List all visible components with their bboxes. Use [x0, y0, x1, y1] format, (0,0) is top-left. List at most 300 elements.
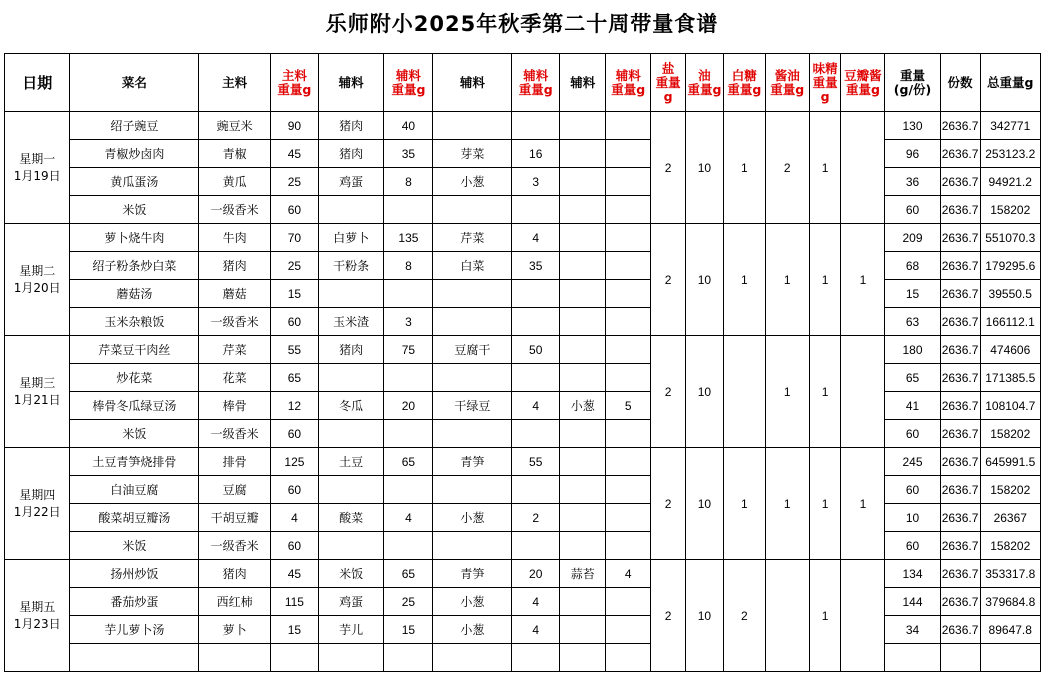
- portions: 2636.7: [940, 168, 980, 196]
- header-weight-per-portion: 重量 (g/份): [885, 54, 940, 112]
- aux1-weight: [384, 532, 433, 560]
- bean-weight: [841, 560, 885, 672]
- aux1-ingredient: 鸡蛋: [318, 588, 383, 616]
- soy-weight: [765, 560, 809, 672]
- aux1-weight: [384, 364, 433, 392]
- portions: 2636.7: [940, 280, 980, 308]
- aux2-ingredient: [433, 364, 512, 392]
- aux3-weight: [606, 336, 651, 364]
- sugar-weight: 1: [723, 112, 765, 224]
- aux3-weight: [606, 588, 651, 616]
- portions: 2636.7: [940, 588, 980, 616]
- aux2-weight: 3: [512, 168, 560, 196]
- main-weight: 70: [270, 224, 318, 252]
- aux1-weight: [384, 280, 433, 308]
- main-weight: 125: [270, 448, 318, 476]
- oil-weight: 10: [686, 448, 724, 560]
- total-weight: [980, 644, 1041, 672]
- aux1-ingredient: 酸菜: [318, 504, 383, 532]
- aux1-ingredient: [318, 364, 383, 392]
- sugar-weight: [723, 336, 765, 448]
- aux1-ingredient: 土豆: [318, 448, 383, 476]
- aux2-ingredient: [433, 308, 512, 336]
- aux3-weight: [606, 420, 651, 448]
- aux3-weight: [606, 112, 651, 140]
- portions: [940, 644, 980, 672]
- salt-weight: 2: [651, 448, 686, 560]
- aux1-weight: 8: [384, 168, 433, 196]
- total-weight: 474606: [980, 336, 1041, 364]
- table-row: [5, 392, 1041, 420]
- msg-weight: 1: [809, 224, 841, 336]
- aux3-ingredient: 蒜苔: [560, 560, 606, 588]
- header-aux1: 辅料: [318, 54, 383, 112]
- aux2-weight: [512, 420, 560, 448]
- sugar-weight: 2: [723, 560, 765, 672]
- bean-weight: 1: [841, 224, 885, 336]
- aux1-weight: 20: [384, 392, 433, 420]
- portions: 2636.7: [940, 616, 980, 644]
- portions: 2636.7: [940, 364, 980, 392]
- weight-per-portion: 144: [885, 588, 940, 616]
- dish-name: 米饭: [70, 420, 199, 448]
- main-ingredient: 牛肉: [199, 224, 271, 252]
- total-weight: 158202: [980, 532, 1041, 560]
- table-row: [5, 140, 1041, 168]
- salt-weight: 2: [651, 560, 686, 672]
- dish-name: 萝卜烧牛肉: [70, 224, 199, 252]
- msg-weight: 1: [809, 112, 841, 224]
- aux3-weight: [606, 532, 651, 560]
- aux1-ingredient: [318, 644, 383, 672]
- aux3-ingredient: [560, 168, 606, 196]
- aux2-weight: [512, 196, 560, 224]
- aux3-ingredient: [560, 616, 606, 644]
- aux1-weight: 135: [384, 224, 433, 252]
- main-ingredient: 芹菜: [199, 336, 271, 364]
- portions: 2636.7: [940, 532, 980, 560]
- day-label: 星期四 1月22日: [5, 448, 70, 560]
- aux1-weight: 40: [384, 112, 433, 140]
- main-weight: 15: [270, 280, 318, 308]
- aux3-ingredient: [560, 364, 606, 392]
- main-ingredient: 蘑菇: [199, 280, 271, 308]
- aux2-ingredient: [433, 532, 512, 560]
- main-weight: 4: [270, 504, 318, 532]
- header-msg-weight: 味精 重量g: [809, 54, 841, 112]
- weight-per-portion: 34: [885, 616, 940, 644]
- table-row: [5, 504, 1041, 532]
- main-ingredient: 排骨: [199, 448, 271, 476]
- aux2-ingredient: 小葱: [433, 616, 512, 644]
- main-weight: 60: [270, 476, 318, 504]
- aux3-weight: [606, 168, 651, 196]
- aux3-weight: [606, 504, 651, 532]
- aux2-weight: 2: [512, 504, 560, 532]
- header-aux2-weight: 辅料 重量g: [512, 54, 560, 112]
- main-ingredient: [199, 644, 271, 672]
- main-weight: 45: [270, 140, 318, 168]
- total-weight: 89647.8: [980, 616, 1041, 644]
- main-weight: 60: [270, 308, 318, 336]
- menu-body: [5, 112, 1041, 672]
- aux3-weight: [606, 364, 651, 392]
- weight-per-portion: 130: [885, 112, 940, 140]
- aux3-weight: [606, 140, 651, 168]
- aux2-ingredient: 干绿豆: [433, 392, 512, 420]
- aux3-ingredient: [560, 252, 606, 280]
- main-weight: 55: [270, 336, 318, 364]
- dish-name: 蘑菇汤: [70, 280, 199, 308]
- oil-weight: 10: [686, 560, 724, 672]
- aux2-ingredient: [433, 420, 512, 448]
- main-ingredient: 花菜: [199, 364, 271, 392]
- aux3-ingredient: [560, 420, 606, 448]
- total-weight: 253123.2: [980, 140, 1041, 168]
- total-weight: 379684.8: [980, 588, 1041, 616]
- main-ingredient: 棒骨: [199, 392, 271, 420]
- main-weight: 65: [270, 364, 318, 392]
- header-sugar-weight: 白糖 重量g: [723, 54, 765, 112]
- dish-name: 番茄炒蛋: [70, 588, 199, 616]
- dish-name: 芹菜豆干肉丝: [70, 336, 199, 364]
- aux2-ingredient: 青笋: [433, 560, 512, 588]
- aux2-weight: [512, 364, 560, 392]
- main-ingredient: 豌豆米: [199, 112, 271, 140]
- portions: 2636.7: [940, 448, 980, 476]
- aux1-ingredient: 猪肉: [318, 336, 383, 364]
- dish-name: 米饭: [70, 532, 199, 560]
- weight-per-portion: 209: [885, 224, 940, 252]
- day-label: 星期一 1月19日: [5, 112, 70, 224]
- aux3-ingredient: 小葱: [560, 392, 606, 420]
- aux1-ingredient: 猪肉: [318, 140, 383, 168]
- weight-per-portion: 41: [885, 392, 940, 420]
- header-total-weight: 总重量g: [980, 54, 1041, 112]
- dish-name: 玉米杂粮饭: [70, 308, 199, 336]
- main-weight: 45: [270, 560, 318, 588]
- aux2-weight: [512, 476, 560, 504]
- header-aux2: 辅料: [433, 54, 512, 112]
- total-weight: 158202: [980, 476, 1041, 504]
- weight-per-portion: 96: [885, 140, 940, 168]
- header-aux1-weight: 辅料 重量g: [384, 54, 433, 112]
- aux1-ingredient: 芋儿: [318, 616, 383, 644]
- portions: 2636.7: [940, 112, 980, 140]
- aux1-ingredient: [318, 420, 383, 448]
- aux2-weight: 55: [512, 448, 560, 476]
- main-ingredient: 猪肉: [199, 560, 271, 588]
- portions: 2636.7: [940, 560, 980, 588]
- aux3-weight: [606, 224, 651, 252]
- salt-weight: 2: [651, 224, 686, 336]
- main-weight: 60: [270, 420, 318, 448]
- sugar-weight: 1: [723, 448, 765, 560]
- main-ingredient: 黄瓜: [199, 168, 271, 196]
- header-bean-paste-weight: 豆瓣酱 重量g: [841, 54, 885, 112]
- main-ingredient: 一级香米: [199, 196, 271, 224]
- total-weight: 645991.5: [980, 448, 1041, 476]
- aux2-weight: 50: [512, 336, 560, 364]
- aux3-weight: [606, 280, 651, 308]
- oil-weight: 10: [686, 336, 724, 448]
- dish-name: 扬州炒饭: [70, 560, 199, 588]
- weight-per-portion: 10: [885, 504, 940, 532]
- table-row: [5, 336, 1041, 364]
- aux1-ingredient: [318, 280, 383, 308]
- oil-weight: 10: [686, 112, 724, 224]
- header-oil-weight: 油 重量g: [686, 54, 724, 112]
- aux3-weight: [606, 448, 651, 476]
- aux3-ingredient: [560, 224, 606, 252]
- aux2-weight: 4: [512, 616, 560, 644]
- aux2-ingredient: [433, 112, 512, 140]
- aux3-ingredient: [560, 532, 606, 560]
- portions: 2636.7: [940, 140, 980, 168]
- total-weight: 158202: [980, 420, 1041, 448]
- dish-name: 酸菜胡豆瓣汤: [70, 504, 199, 532]
- aux3-weight: [606, 196, 651, 224]
- aux2-weight: [512, 112, 560, 140]
- aux2-ingredient: 芽菜: [433, 140, 512, 168]
- total-weight: 158202: [980, 196, 1041, 224]
- main-weight: 90: [270, 112, 318, 140]
- main-weight: 15: [270, 616, 318, 644]
- bean-weight: 1: [841, 448, 885, 560]
- main-ingredient: 一级香米: [199, 308, 271, 336]
- aux1-ingredient: 白萝卜: [318, 224, 383, 252]
- aux1-weight: 8: [384, 252, 433, 280]
- aux3-ingredient: [560, 336, 606, 364]
- aux1-ingredient: 干粉条: [318, 252, 383, 280]
- salt-weight: 2: [651, 336, 686, 448]
- main-weight: 25: [270, 252, 318, 280]
- aux2-ingredient: 芹菜: [433, 224, 512, 252]
- aux3-weight: [606, 476, 651, 504]
- aux1-weight: 25: [384, 588, 433, 616]
- aux3-ingredient: [560, 308, 606, 336]
- aux1-ingredient: [318, 476, 383, 504]
- table-row: [5, 112, 1041, 140]
- total-weight: 108104.7: [980, 392, 1041, 420]
- header-main-weight: 主料 重量g: [270, 54, 318, 112]
- aux3-ingredient: [560, 140, 606, 168]
- aux3-weight: 4: [606, 560, 651, 588]
- aux2-weight: [512, 532, 560, 560]
- aux1-weight: 65: [384, 448, 433, 476]
- main-ingredient: 萝卜: [199, 616, 271, 644]
- weight-per-portion: 36: [885, 168, 940, 196]
- day-label: 星期三 1月21日: [5, 336, 70, 448]
- table-row: [5, 616, 1041, 644]
- main-ingredient: 西红柿: [199, 588, 271, 616]
- header-date: 日期: [5, 54, 70, 112]
- total-weight: 171385.5: [980, 364, 1041, 392]
- aux2-ingredient: 青笋: [433, 448, 512, 476]
- aux2-weight: 4: [512, 588, 560, 616]
- aux3-ingredient: [560, 644, 606, 672]
- aux2-ingredient: 小葱: [433, 504, 512, 532]
- soy-weight: 1: [765, 448, 809, 560]
- weight-per-portion: 60: [885, 532, 940, 560]
- main-ingredient: 猪肉: [199, 252, 271, 280]
- table-row: [5, 168, 1041, 196]
- header-portions: 份数: [940, 54, 980, 112]
- menu-table: [4, 53, 1041, 672]
- table-row: [5, 420, 1041, 448]
- table-row: [5, 280, 1041, 308]
- aux1-ingredient: 鸡蛋: [318, 168, 383, 196]
- aux3-weight: 5: [606, 392, 651, 420]
- aux3-ingredient: [560, 280, 606, 308]
- main-ingredient: 一级香米: [199, 420, 271, 448]
- dish-name: 白油豆腐: [70, 476, 199, 504]
- aux2-weight: [512, 280, 560, 308]
- aux1-weight: [384, 196, 433, 224]
- total-weight: 166112.1: [980, 308, 1041, 336]
- table-row: [5, 644, 1041, 672]
- main-ingredient: 青椒: [199, 140, 271, 168]
- table-row: [5, 588, 1041, 616]
- aux2-weight: [512, 308, 560, 336]
- aux3-ingredient: [560, 476, 606, 504]
- msg-weight: 1: [809, 560, 841, 672]
- dish-name: [70, 644, 199, 672]
- aux1-ingredient: 米饭: [318, 560, 383, 588]
- aux2-weight: 4: [512, 392, 560, 420]
- aux1-weight: [384, 420, 433, 448]
- portions: 2636.7: [940, 336, 980, 364]
- dish-name: 棒骨冬瓜绿豆汤: [70, 392, 199, 420]
- dish-name: 青椒炒卤肉: [70, 140, 199, 168]
- aux1-weight: [384, 476, 433, 504]
- aux2-ingredient: 小葱: [433, 168, 512, 196]
- aux2-ingredient: [433, 476, 512, 504]
- table-row: [5, 476, 1041, 504]
- aux3-ingredient: [560, 504, 606, 532]
- header-dish: 菜名: [70, 54, 199, 112]
- dish-name: 黄瓜蛋汤: [70, 168, 199, 196]
- aux2-weight: 16: [512, 140, 560, 168]
- table-row: [5, 224, 1041, 252]
- soy-weight: 2: [765, 112, 809, 224]
- day-label: 星期二 1月20日: [5, 224, 70, 336]
- sugar-weight: 1: [723, 224, 765, 336]
- header-salt-weight: 盐 重量 g: [651, 54, 686, 112]
- salt-weight: 2: [651, 112, 686, 224]
- total-weight: 26367: [980, 504, 1041, 532]
- aux2-weight: 4: [512, 224, 560, 252]
- aux1-weight: 4: [384, 504, 433, 532]
- aux1-weight: 65: [384, 560, 433, 588]
- aux3-ingredient: [560, 448, 606, 476]
- dish-name: 土豆青笋烧排骨: [70, 448, 199, 476]
- aux2-ingredient: [433, 644, 512, 672]
- table-row: [5, 364, 1041, 392]
- total-weight: 342771: [980, 112, 1041, 140]
- main-weight: [270, 644, 318, 672]
- main-ingredient: 一级香米: [199, 532, 271, 560]
- msg-weight: 1: [809, 448, 841, 560]
- portions: 2636.7: [940, 224, 980, 252]
- bean-weight: [841, 336, 885, 448]
- table-row: [5, 448, 1041, 476]
- portions: 2636.7: [940, 252, 980, 280]
- header-row: [5, 54, 1041, 112]
- aux1-weight: 75: [384, 336, 433, 364]
- total-weight: 179295.6: [980, 252, 1041, 280]
- portions: 2636.7: [940, 476, 980, 504]
- aux1-weight: 15: [384, 616, 433, 644]
- page-title: 乐师附小2025年秋季第二十周带量食谱: [325, 12, 719, 36]
- aux2-weight: 35: [512, 252, 560, 280]
- weight-per-portion: 60: [885, 420, 940, 448]
- aux2-ingredient: [433, 196, 512, 224]
- weight-per-portion: 65: [885, 364, 940, 392]
- table-row: [5, 308, 1041, 336]
- header-aux3-weight: 辅料 重量g: [606, 54, 651, 112]
- main-weight: 60: [270, 532, 318, 560]
- header-soy-weight: 酱油 重量g: [765, 54, 809, 112]
- aux3-ingredient: [560, 588, 606, 616]
- aux1-ingredient: 冬瓜: [318, 392, 383, 420]
- aux1-ingredient: 玉米渣: [318, 308, 383, 336]
- total-weight: 551070.3: [980, 224, 1041, 252]
- day-label: 星期五 1月23日: [5, 560, 70, 672]
- weight-per-portion: 68: [885, 252, 940, 280]
- weight-per-portion: 63: [885, 308, 940, 336]
- aux3-ingredient: [560, 112, 606, 140]
- aux2-weight: [512, 644, 560, 672]
- aux1-weight: 35: [384, 140, 433, 168]
- weight-per-portion: 134: [885, 560, 940, 588]
- header-aux3: 辅料: [560, 54, 606, 112]
- table-row: [5, 532, 1041, 560]
- portions: 2636.7: [940, 196, 980, 224]
- portions: 2636.7: [940, 504, 980, 532]
- aux3-weight: [606, 644, 651, 672]
- aux3-weight: [606, 252, 651, 280]
- aux2-ingredient: [433, 280, 512, 308]
- weight-per-portion: 245: [885, 448, 940, 476]
- main-ingredient: 豆腐: [199, 476, 271, 504]
- weight-per-portion: [885, 644, 940, 672]
- dish-name: 绍子粉条炒白菜: [70, 252, 199, 280]
- dish-name: 绍子豌豆: [70, 112, 199, 140]
- main-weight: 60: [270, 196, 318, 224]
- weight-per-portion: 60: [885, 196, 940, 224]
- main-weight: 115: [270, 588, 318, 616]
- bean-weight: [841, 112, 885, 224]
- aux2-ingredient: 小葱: [433, 588, 512, 616]
- dish-name: 米饭: [70, 196, 199, 224]
- total-weight: 353317.8: [980, 560, 1041, 588]
- aux3-weight: [606, 308, 651, 336]
- soy-weight: 1: [765, 224, 809, 336]
- table-row: [5, 560, 1041, 588]
- aux2-ingredient: 豆腐干: [433, 336, 512, 364]
- weight-per-portion: 180: [885, 336, 940, 364]
- table-row: [5, 252, 1041, 280]
- table-row: [5, 196, 1041, 224]
- portions: 2636.7: [940, 392, 980, 420]
- header-main: 主料: [199, 54, 271, 112]
- portions: 2636.7: [940, 420, 980, 448]
- main-ingredient: 干胡豆瓣: [199, 504, 271, 532]
- aux2-ingredient: 白菜: [433, 252, 512, 280]
- dish-name: 芋儿萝卜汤: [70, 616, 199, 644]
- aux2-weight: 20: [512, 560, 560, 588]
